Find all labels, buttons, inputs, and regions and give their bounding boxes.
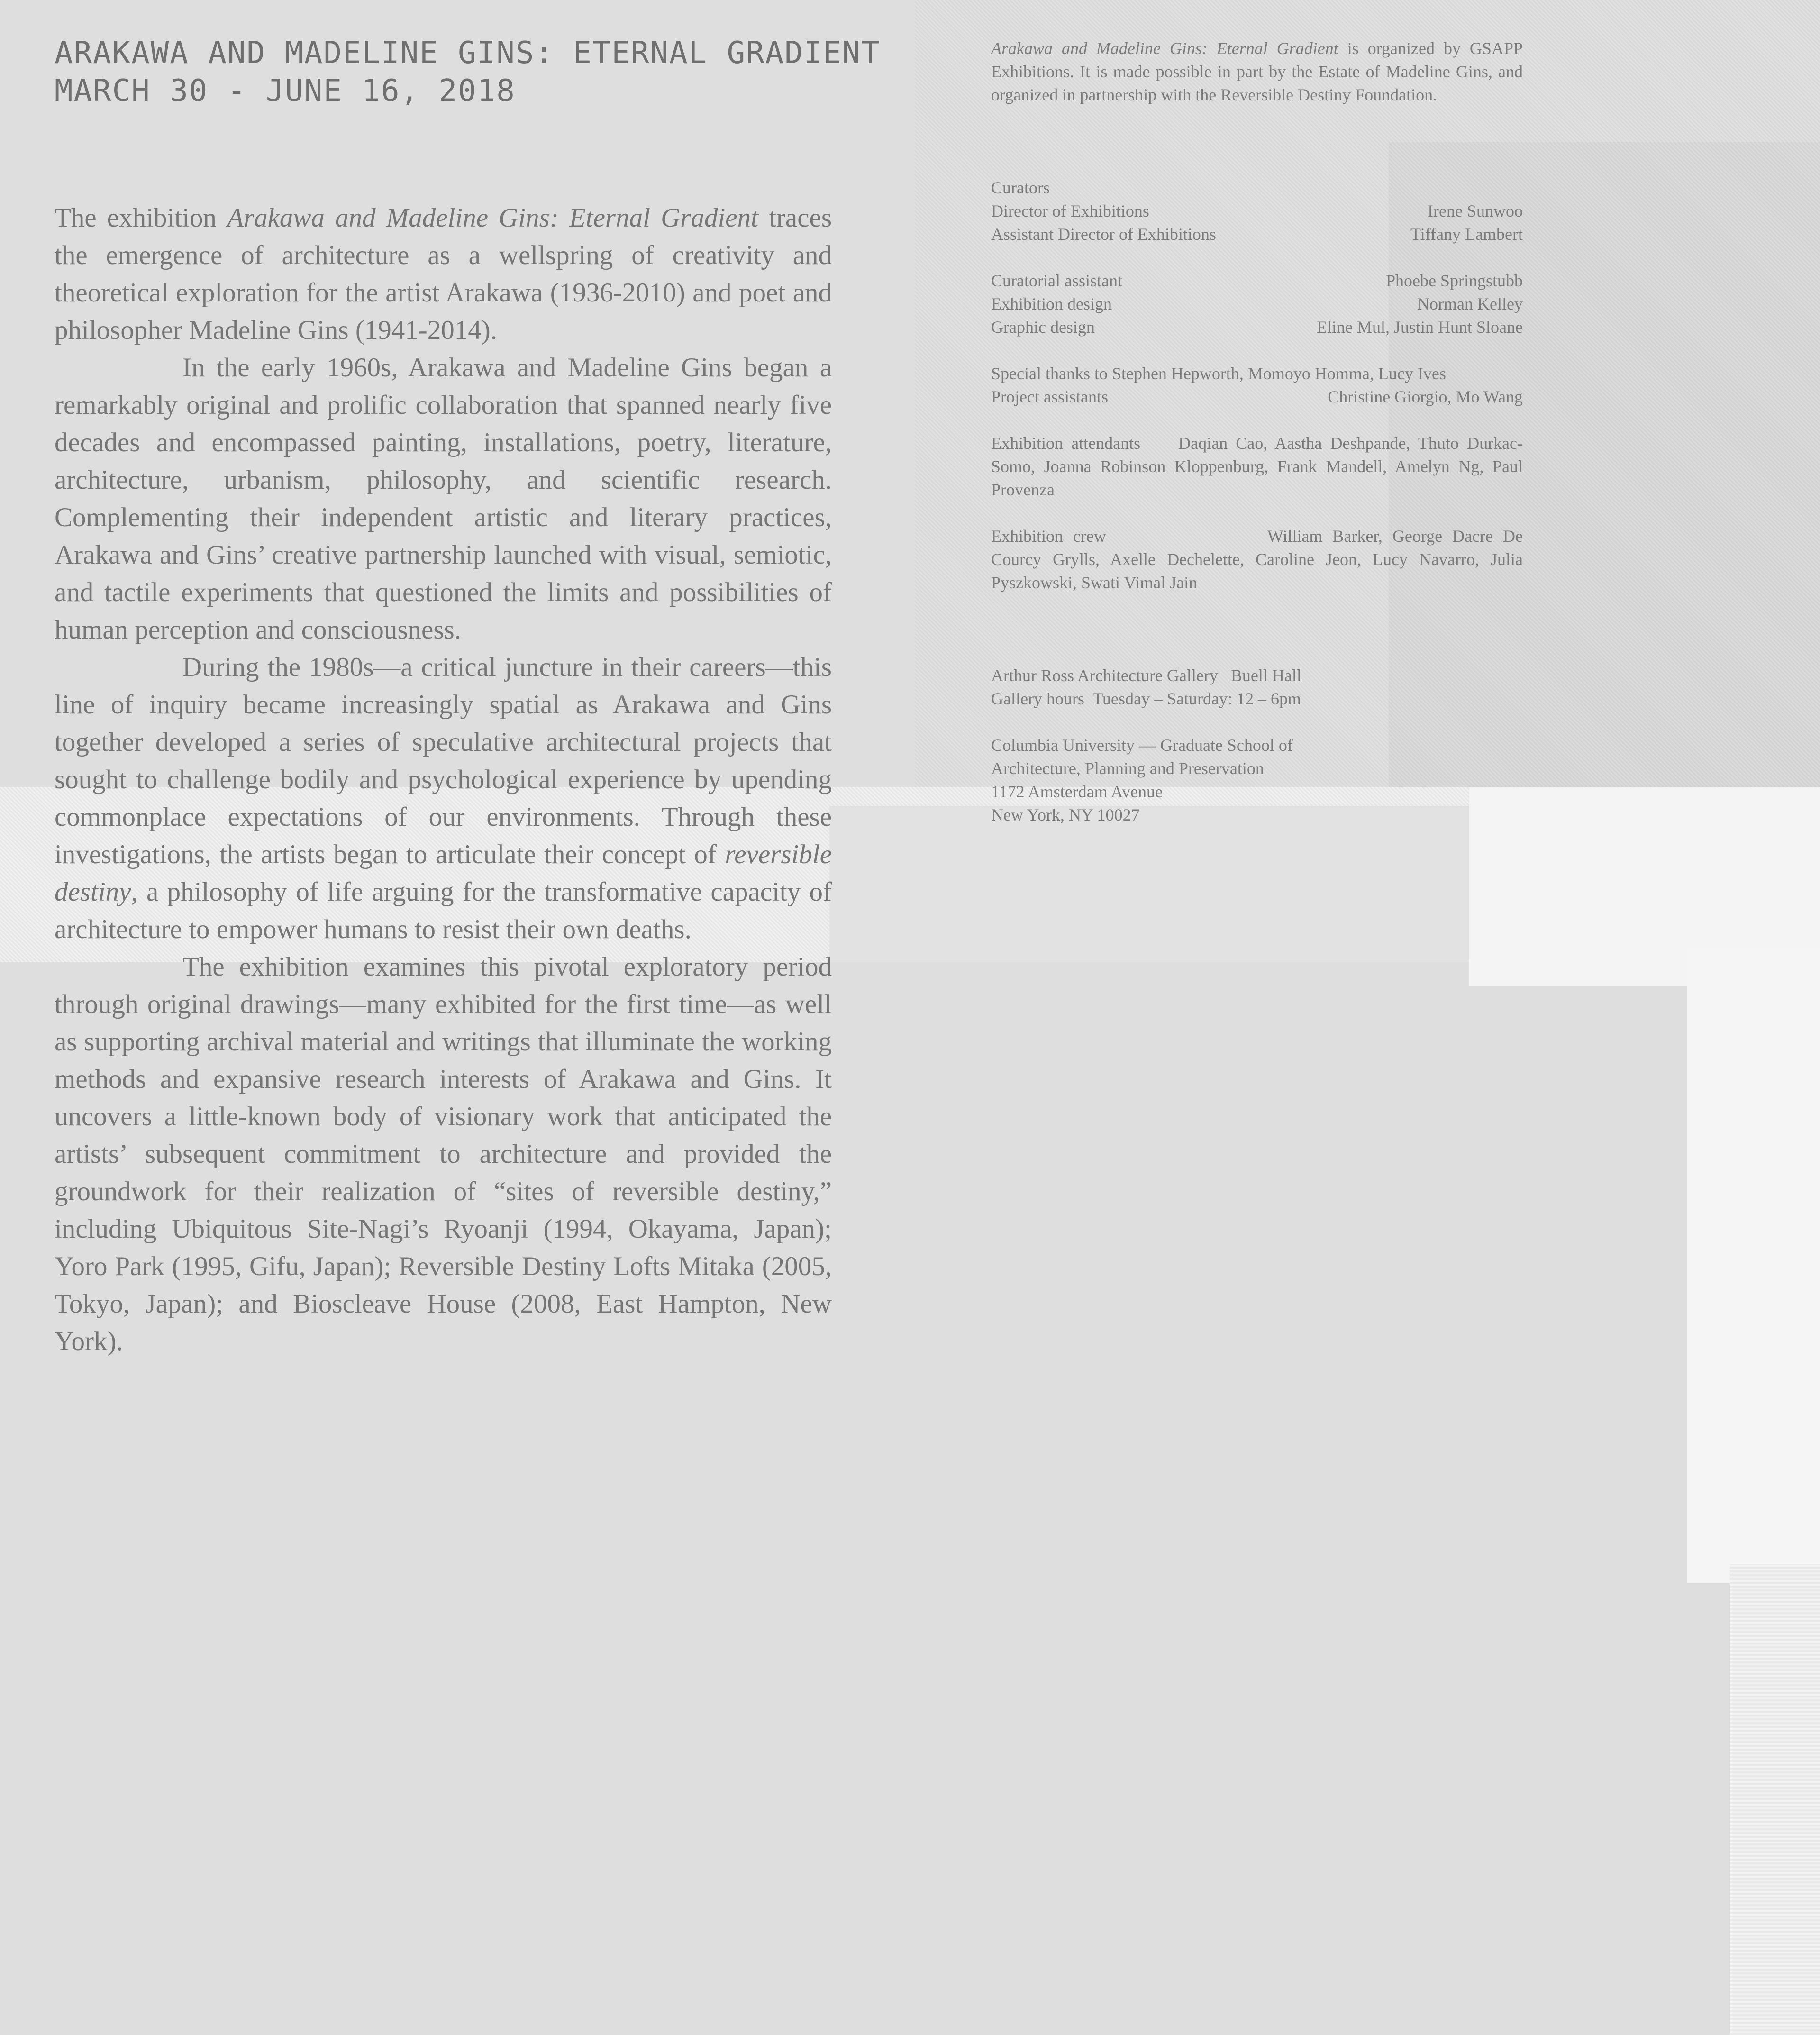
address-section [991, 734, 1523, 827]
essay-paragraph [55, 648, 832, 948]
credit-name: Norman Kelley [1417, 294, 1523, 313]
essay-paragraph [55, 199, 832, 349]
thanks-section [991, 362, 1523, 409]
credit-row [991, 385, 1523, 409]
background-light-area [1687, 948, 1820, 1583]
credit-name: Irene Sunwoo [1428, 201, 1523, 220]
credit-role: Graphic design [991, 318, 1095, 337]
credits-intro-text: is organized by GSAPP Exhibitions. It is made possible in part by the Estate of Madeline Gins, and organized in partnership with the Reversible Destiny Foundation. [991, 39, 1523, 104]
essay-text: traces the emergence of architecture as a wellspring of creativity and theoretical exploration for the artist Arakawa (1936-2010) and poet and philosopher Madeline Gins (1941-2014). [55, 203, 832, 345]
address-line: Columbia University — Graduate School of [991, 736, 1293, 755]
credit-role: Director of Exhibitions [991, 201, 1149, 220]
credit-role: Project assistants [991, 387, 1108, 406]
exhibition-header [55, 34, 881, 110]
credit-role: Exhibition design [991, 294, 1112, 313]
gallery-location: Arthur Ross Architecture Gallery Buell Hall [991, 666, 1301, 685]
credit-role: Exhibition attendants [991, 434, 1141, 453]
credit-row [991, 200, 1523, 223]
essay-title-italic: Arakawa and Madeline Gins: Eternal Gradient [227, 203, 758, 233]
credit-role: Assistant Director of Exhibitions [991, 225, 1216, 244]
curators-heading: Curators [991, 178, 1050, 197]
background-strip [1730, 1564, 1820, 2035]
essay [55, 199, 832, 1360]
team-section [991, 269, 1523, 339]
exhibition-title: ARAKAWA AND MADELINE GINS: ETERNAL GRADIENT [55, 36, 881, 71]
credit-row [991, 269, 1523, 292]
credit-row [991, 292, 1523, 316]
credit-row [991, 223, 1523, 246]
credit-name: Tiffany Lambert [1410, 225, 1523, 244]
essay-text: The exhibition [55, 203, 228, 233]
special-thanks: Special thanks to Stephen Hepworth, Momoyo Homma, Lucy Ives [991, 364, 1446, 383]
essay-term-italic: reversible destiny [55, 840, 832, 907]
essay-paragraph: In the early 1960s, Arakawa and Madeline Gins began a remarkably original and prolific collaboration that spanned nearly five decades and encompassed painting, installations, poetry, literature, architecture, urbanism, philosophy, and scientific research. Complementing their independent artistic and literary practices, Arakawa and Gins’ creative partnership launched with visual, semiotic, and tactile experiments that questioned the limits and possibilities of human perception and consciousness. [55, 353, 832, 645]
credit-name: Christine Giorgio, Mo Wang [1328, 387, 1523, 406]
attendants-section [991, 432, 1523, 502]
credit-names: William Barker, George Dacre De Courcy Grylls, Axelle Dechelette, Caroline Jeon, Lucy Navarro, Julia Pyszkowski, Swati Vimal Jain [991, 527, 1523, 592]
credit-names: Daqian Cao, Aastha Deshpande, Thuto Durkac-Somo, Joanna Robinson Kloppenburg, Frank Mandell, Amelyn Ng, Paul Provenza [991, 434, 1523, 499]
curators-section [991, 176, 1523, 246]
essay-paragraph: The exhibition examines this pivotal exploratory period through original drawings—many exhibited for the first time—as well as supporting archival material and writings that illuminate the working methods and expansive research interests of Arakawa and Gins. It uncovers a little-known body of visionary work that anticipated the artists’ subsequent commitment to architecture and provided the groundwork for their realization of “sites of reversible destiny,” including Ubiquitous Site-Nagi’s Ryoanji (1994, Okayama, Japan); Yoro Park (1995, Gifu, Japan); Reversible Destiny Lofts Mitaka (2005, Tokyo, Japan); and Bioscleave House (2008, East Hampton, New York). [55, 952, 832, 1356]
essay-text: During the 1980s—a critical juncture in their careers—this line of inquiry became increasingly spatial as Arakawa and Gins together developed a series of speculative architectural projects that sought to challenge bodily and psychological experience by upending commonplace expectations of our environments. Through these investigations, the artists began to articulate their concept of [55, 652, 832, 869]
credit-role: Curatorial assistant [991, 271, 1122, 290]
crew-credit [991, 525, 1523, 594]
credit-row [991, 316, 1523, 339]
credits [991, 37, 1523, 827]
credit-name: Phoebe Springstubb [1385, 271, 1523, 290]
credits-intro [991, 37, 1523, 107]
exhibition-dates: MARCH 30 - JUNE 16, 2018 [55, 73, 516, 109]
background-block [829, 806, 1498, 962]
address-line: New York, NY 10027 [991, 805, 1140, 824]
address-line: Architecture, Planning and Preservation [991, 759, 1264, 778]
gallery-hours: Gallery hours Tuesday – Saturday: 12 – 6pm [991, 689, 1301, 708]
address-line: 1172 Amsterdam Avenue [991, 782, 1163, 801]
credit-name: Eline Mul, Justin Hunt Sloane [1317, 318, 1523, 337]
gallery-section [991, 664, 1523, 711]
credits-intro-title: Arakawa and Madeline Gins: Eternal Gradient [991, 39, 1338, 58]
crew-section [991, 525, 1523, 594]
essay-text: , a philosophy of life arguing for the transformative capacity of architecture to empower humans to resist their own deaths. [55, 877, 832, 944]
credit-role: Exhibition crew [991, 527, 1106, 546]
attendants-credit [991, 432, 1523, 502]
